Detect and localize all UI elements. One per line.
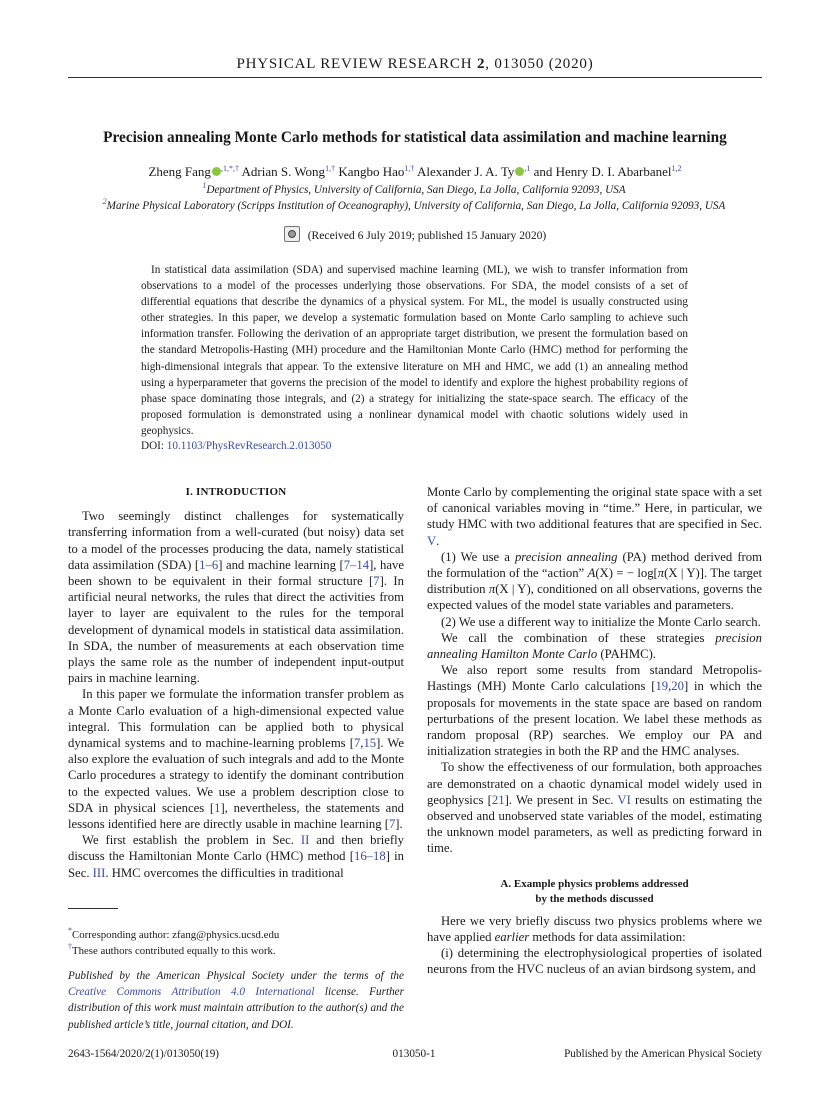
text-run: (X | Y)]. The target distribution [427,566,763,597]
paragraph [427,630,762,662]
paragraph [427,484,762,549]
header-rule [68,77,762,78]
subsection-title-line2: by the methods discussed [535,892,654,905]
paragraph [427,614,762,630]
reference-link[interactable]: V [427,533,437,548]
paragraph [427,913,762,945]
author-name: Kangbo Hao [338,164,405,179]
subsection-title-line1: A. Example physics problems addressed [500,877,689,890]
text-run: (X | Y), conditioned on all observations, governs the expected values of the model state variables and parameters. [427,582,762,613]
reference-link[interactable]: 1–6 [199,557,219,572]
left-paragraphs [68,508,404,881]
reference-link[interactable]: 21 [491,792,505,807]
text-run: , [360,736,364,751]
paragraph [427,662,762,759]
text-run: license. Further distribution of this work must maintain attribution to the author(s) and the published article’s title, journal citation, and DOI. [68,986,404,1031]
text-run: ] in Sec. [68,849,404,880]
text-run: (i) determining the electrophysiological properties of isolated neurons from the HVC nucleus of an avian birdsong system, and [427,946,762,977]
affiliation-2-text: Marine Physical Laboratory (Scripps Institution of Oceanography), University of California, San Diego, La Jolla, California 92093, USA [106,200,726,212]
text-run: . HMC overcomes the difficulties in traditional [105,865,344,880]
reference-link[interactable]: 16–18 [353,849,386,864]
text-run: ]. [395,817,403,832]
text-run: (X) = − log[ [595,566,658,581]
reference-link[interactable]: 7 [353,736,361,751]
author-affiliation-sup: 1,† [404,164,415,173]
received-line [68,226,762,242]
text-run: We first establish the problem in Sec. [82,833,301,848]
license-notice [68,968,404,1033]
crossmark-icon[interactable] [284,226,300,242]
orcid-icon[interactable] [212,167,221,176]
text-run: , [668,679,672,694]
journal-name: PHYSICAL REVIEW RESEARCH [236,56,473,72]
reference-link[interactable]: 7–14 [343,557,370,572]
footnote-rule [68,908,118,909]
affiliation-1-sup: 1 [202,181,207,190]
paper-title: Precision annealing Monte Carlo methods for statistical data assimilation and machine learning [103,129,727,146]
text-run: ]. We also explore the evaluation of such integrals and add to the Monte Carlo procedures a strategy to identify the dominant contribution to the expected values. We use a problem description close to SDA in physical sciences [ [68,736,404,815]
text-run: To show the effectiveness of our formulation, both approaches are demonstrated on a chaotic dynamical model widely used in geophysics [ [427,760,762,807]
emphasis-text: π [488,582,496,597]
affiliation-2 [40,197,788,212]
affiliation-2-sup: 2 [102,197,107,206]
reference-link[interactable]: 7 [373,574,380,589]
text-run: Two seemingly distinct challenges for systematically transferring information from a well-curated (but noisy) data set to a model of the processes producing the data, namely statistical data assimilation (SDA) [ [68,509,404,572]
author-list [68,164,762,180]
author-affiliation-sup: ,1 [524,164,531,173]
author-name: Adrian S. Wong [241,164,326,179]
right-column [427,484,762,977]
text-run: methods for data assimilation: [529,929,686,944]
doi [141,440,331,452]
text-run: ] in which the proposals for movements in the state space are based on random perturbations of the present location. We label these methods as random proposal (RP) searches. We employ our PA and initialization strategies in both the RP and the HMC analyses. [427,679,762,759]
paragraph [68,508,404,686]
doi-link[interactable]: 10.1103/PhysRevResearch.2.013050 [166,440,332,452]
text-run: (2) We use a different way to initialize the Monte Carlo search. [441,614,761,629]
text-run: results on estimating the observed and unobserved state variables of the model, estimating the unknown model parameters, as well as predicting forward in time. [427,792,763,856]
footer-page-number: 013050-1 [392,1048,436,1060]
paragraph [68,686,404,832]
author-name: Alexander J. A. Ty [416,164,515,179]
doi-label: DOI: [141,440,167,452]
text-run: ], nevertheless, the statements and lessons identified here are directly usable in machine learning [ [68,800,405,832]
paragraph [68,832,404,881]
text-run: ] and machine learning [ [218,557,344,572]
journal-citation: , 013050 (2020) [485,56,594,72]
paragraph [427,549,762,614]
author-name: Zheng Fang [148,164,211,179]
text-run: In this paper we formulate the information transfer problem as a Monte Carlo evaluation of a high-dimensional expected value integral. This formulation can be applied both to physical dynamical systems and to machine-learning problems [ [68,687,404,751]
reference-link[interactable]: 19 [655,679,669,694]
left-column [68,484,404,881]
text-run: ]. In artificial neural networks, the rules that direct the activities from layer to layer are equivalent to the rules for the temporal development of dynamical models in statistical data assimilation. In SDA, the number of measurements at each observation time plays the same role as the number of independent input-output pairs in machine learning. [68,574,404,686]
text-run: (PA) method derived from the formulation of the “action” [427,549,762,581]
journal-volume: 2 [476,56,486,72]
reference-link[interactable]: VI [617,792,631,807]
text-run: ]. We present in Sec. [504,792,618,807]
paragraph [427,945,762,977]
footnote-2-sup: † [68,942,72,951]
author-affiliation-sup: 1,† [325,164,336,173]
footer-issn: 2643-1564/2020/2(1)/013050(19) [68,1048,220,1060]
text-run: (PAHMC). [597,647,656,662]
subsection-title [427,877,762,907]
reference-link[interactable]: III [92,865,106,880]
emphasis-text: A [587,566,596,581]
right-paragraphs [427,484,762,857]
orcid-icon[interactable] [515,167,524,176]
reference-link[interactable]: 1 [214,800,221,815]
text-run: Monte Carlo by complementing the original state space with a set of canonical variables moving in “time.” Here, in particular, we study HMC with two additional features that are specified in Sec. [427,485,762,532]
affiliation-1 [40,181,788,196]
emphasis-text: π [657,566,665,581]
emphasis-text: precision annealing Hamilton Monte Carlo [427,630,762,662]
footnote-2 [68,940,276,958]
text-run: We also report some results from standard Metropolis-Hastings (MH) Monte Carlo calculations [ [427,663,762,694]
text-run: Published by the American Physical Society under the terms of the [68,970,404,982]
reference-link[interactable]: Creative Commons Attribution 4.0 International [68,986,315,999]
author-affiliation-sup: 1,2 [671,164,682,173]
emphasis-text: precision annealing [514,549,618,564]
reference-link[interactable]: 7 [388,817,396,832]
section-title: I. INTRODUCTION [185,486,287,498]
author-name: and Henry D. I. Abarbanel [533,164,672,179]
text-run: . [436,533,440,548]
text-run: ], have been shown to be equivalent in their formal structure [ [68,557,404,589]
journal-header [68,56,762,73]
paragraph [427,759,762,856]
author-affiliation-sup: ,1,*,† [220,164,239,173]
text-run: and then briefly discuss the Hamiltonian Monte Carlo (HMC) method [ [68,833,404,864]
reference-link[interactable]: 20 [671,679,684,694]
right-paragraphs-2 [427,913,762,978]
abstract: In statistical data assimilation (SDA) and supervised machine learning (ML), we wish to transfer information from observations to a model of the processes underlying those observations. For SDA, the model consists of a set of differential equations that describe the dynamics of a physical system. For ML, the model is usually constructed using other strategies. In this paper, we develop a systematic formulation based on Monte Carlo sampling to achieve such information transfer. Following the derivation of an appropriate target distribution, we present the formulation based on the standard Metropolis-Hasting (MH) procedure and the Hamiltonian Monte Carlo (HMC) method for performing the high-dimensional integrals that appear. To the extensive literature on MH and HMC, we add (1) an annealing method using a hyperparameter that governs the precision of the model to identify and explore the highest probability regions of phase space dominating those integrals, and (2) a strategy for initializing the state-space search. The efficacy of the proposed formulation is demonstrated using a nonlinear dynamical model with chaotic solutions widely used in geophysics. [141,264,688,437]
footer-publisher: Published by the American Physical Society [564,1048,762,1060]
text-run: We call the combination of these strategies [441,630,716,645]
text-run: Here we very briefly discuss two physics problems where we have applied [427,913,762,944]
footnote-1-sup: * [68,926,72,935]
affiliation-1-text: Department of Physics, University of California, San Diego, La Jolla, California 92093, USA [206,184,626,196]
reference-link[interactable]: II [300,833,310,848]
received-text: (Received 6 July 2019; published 15 January 2020) [307,229,547,242]
footnote-2-text: These authors contributed equally to this work. [72,945,276,957]
footnote-1-text: Corresponding author: zfang@physics.ucsd.edu [72,929,280,941]
emphasis-text: earlier [494,929,530,944]
text-run: (1) We use a [441,549,515,564]
reference-link[interactable]: 15 [363,736,377,751]
